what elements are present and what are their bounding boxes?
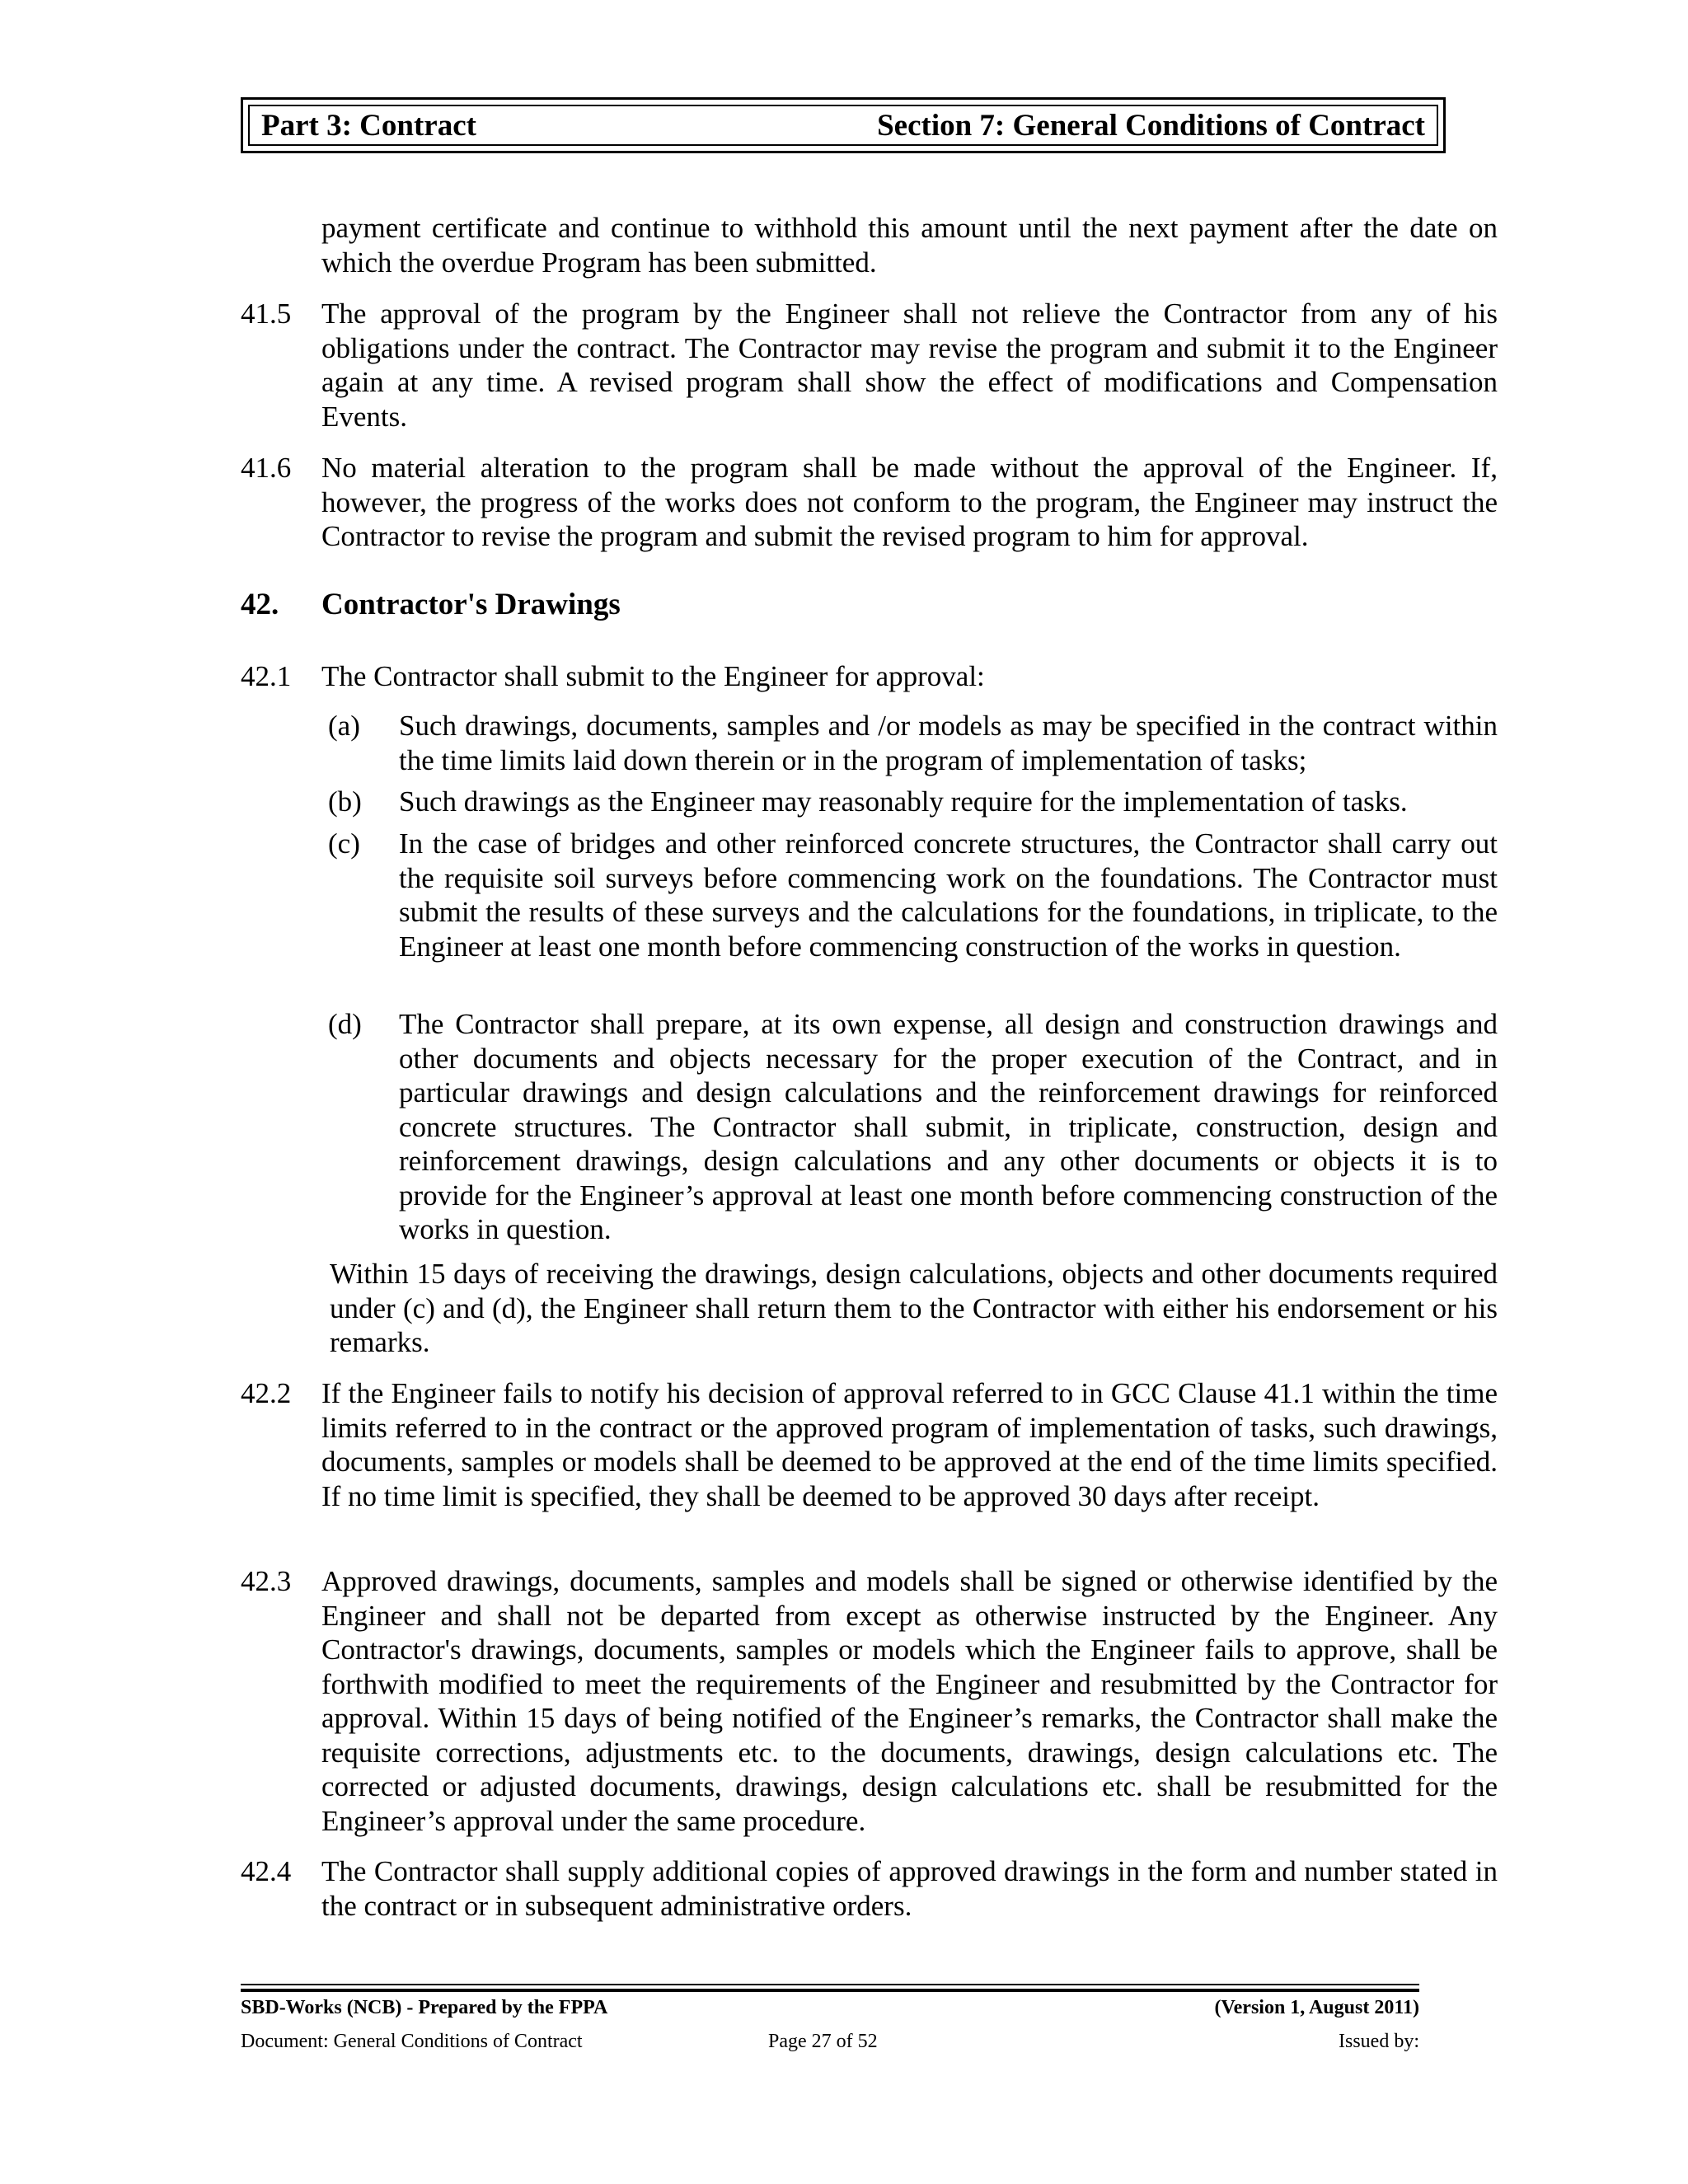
- list-item-c: [321, 827, 1498, 963]
- footer-top-row: [241, 1997, 1419, 2019]
- clause-intro: The Contractor shall submit to the Engineer for approval:: [321, 660, 985, 692]
- clause-42-4: [241, 1854, 1498, 1923]
- clause-41-5: [241, 297, 1498, 434]
- clause-number: 42.2: [241, 1377, 292, 1409]
- clause-number: 42.1: [241, 660, 292, 692]
- header-part-title: Part 3: Contract: [261, 108, 476, 143]
- clause-text: Approved drawings, documents, samples and models shall be signed or otherwise identified by the Engineer and shall not be departed from except as otherwise instructed by the Engineer. Any Contractor's drawings, documents, samples or models which the Engineer fails to approve, shall be forthwith modified to meet the requirements of the Engineer and resubmitted by the Contractor for approval. Within 15 days of being notified of the Engineer’s remarks, the Contractor shall make the requisite corrections, adjustments etc. to the documents, drawings, design calculations etc. The corrected or adjusted documents, drawings, design calculations etc. shall be resubmitted for the Engineer’s approval under the same procedure.: [321, 1565, 1498, 1837]
- list-item-text: The Contractor shall prepare, at its own expense, all design and construction drawings and other documents and objects necessary for the proper execution of the Contract, and in particular drawings and design calculations and the reinforcement drawings for reinforced concrete structures. The Contractor shall submit, in triplicate, construction, design and reinforcement drawings, design calculations and any other documents or objects it is to provide for the Engineer’s approval at least one month before commencing construction of the works in question.: [399, 1008, 1498, 1245]
- section-title: Contractor's Drawings: [321, 588, 621, 621]
- clause-text: If the Engineer fails to notify his decision of approval referred to in GCC Clause 41.1 within the time limits referred to in the contract or the approved program of implementation of tasks, such drawings, documents, samples or models shall be deemed to be approved at the end of the time limits specified. If no time limit is specified, they shall be deemed to be approved 30 days after receipt.: [321, 1377, 1498, 1512]
- list-item-d: [321, 1007, 1498, 1247]
- list-item-text: Such drawings, documents, samples and /or models as may be specified in the contract within the time limits laid down therein or in the program of implementation of tasks;: [399, 710, 1498, 776]
- list-item-b: [321, 785, 1498, 819]
- footer-version: (Version 1, August 2011): [1214, 1997, 1419, 2018]
- clause-42-3: [241, 1564, 1498, 1838]
- footer-page-number: Page 27 of 52: [768, 2031, 878, 2052]
- list-item-text: Such drawings as the Engineer may reasonably require for the implementation of tasks.: [399, 785, 1408, 818]
- clause-42-1: [241, 659, 1498, 694]
- list-item-label: (b): [328, 785, 362, 818]
- list-item-label: (a): [328, 710, 360, 742]
- section-number: 42.: [241, 588, 279, 621]
- footer-bottom-row: [241, 2031, 1419, 2053]
- clause-text: The approval of the program by the Engineer shall not relieve the Contractor from any of his obligations under the contract. The Contractor may revise the program and submit it to the Engineer again at any time. A revised program shall show the effect of modifications and Compensation Events.: [321, 298, 1498, 433]
- list-item-label: (d): [328, 1008, 362, 1040]
- clause-42-1-closing: Within 15 days of receiving the drawings, design calculations, objects and other documents required under (c) and (d), the Engineer shall return them to the Contractor with either his endorsement or his remarks.: [330, 1258, 1498, 1358]
- footer-rule-thin: [241, 1984, 1419, 1985]
- footer-issued-by: Issued by:: [1339, 2031, 1419, 2052]
- clause-41-6: [241, 451, 1498, 554]
- clause-number: 41.5: [241, 298, 292, 330]
- clause-number: 41.6: [241, 452, 292, 484]
- page-header: [241, 97, 1446, 153]
- continuation-paragraph: payment certificate and continue to withhold this amount until the next payment after the date on which the overdue Program has been submitted.: [321, 212, 1498, 279]
- clause-text: The Contractor shall supply additional copies of approved drawings in the form and number stated in the contract or in subsequent administrative orders.: [321, 1855, 1498, 1922]
- clause-number: 42.3: [241, 1565, 292, 1597]
- list-item-label: (c): [328, 827, 360, 860]
- clause-text: No material alteration to the program shall be made without the approval of the Engineer. If, however, the progress of the works does not conform to the program, the Engineer may instruct the Contractor to revise the program and submit the revised program to him for approval.: [321, 452, 1498, 552]
- page-header-inner: [248, 105, 1438, 146]
- footer-rule-thick: [241, 1989, 1419, 1992]
- list-item-text: In the case of bridges and other reinforced concrete structures, the Contractor shall carry out the requisite soil surveys before commencing work on the foundations. The Contractor must submit the results of these surveys and the calculations for the foundations, in triplicate, to the Engineer at least one month before commencing construction of the works in question.: [399, 827, 1498, 963]
- header-section-title: Section 7: General Conditions of Contract: [877, 108, 1425, 143]
- footer-document-series: SBD-Works (NCB) - Prepared by the FPPA: [241, 1997, 608, 2018]
- clause-number: 42.4: [241, 1855, 292, 1887]
- list-item-a: [321, 709, 1498, 777]
- footer-document-name: Document: General Conditions of Contract: [241, 2031, 583, 2052]
- clause-42-2: [241, 1376, 1498, 1513]
